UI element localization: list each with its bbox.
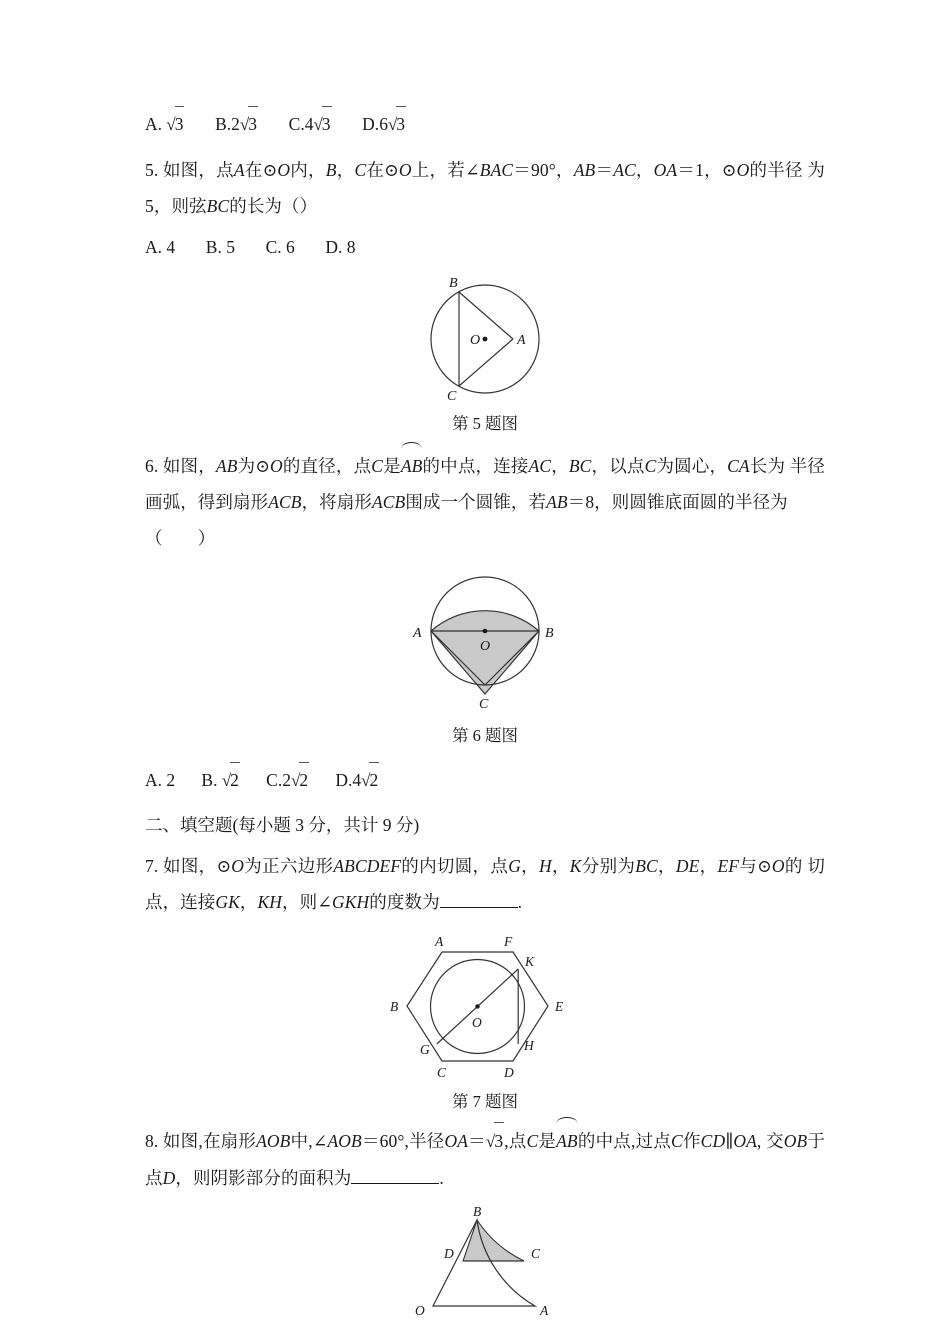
label-O: O bbox=[415, 1303, 425, 1318]
var-A: A bbox=[233, 160, 245, 180]
q6-text-seg: ，以点 bbox=[591, 456, 645, 476]
var-C: C bbox=[371, 456, 384, 476]
var-EF: EF bbox=[717, 856, 740, 876]
figure-7-caption: 第 7 题图 bbox=[452, 1092, 518, 1111]
var-AOB: AOB bbox=[327, 1131, 362, 1151]
q5-text-seg: ＝ bbox=[595, 160, 614, 180]
sqrt-3: √3 bbox=[388, 106, 406, 142]
q6-diagram bbox=[385, 566, 585, 716]
q5-text-seg: 在⊙ bbox=[366, 160, 399, 180]
q6-text-seg: 的直径，点 bbox=[282, 456, 372, 476]
question-6-figure bbox=[145, 566, 825, 746]
q8-text-seg: . bbox=[439, 1168, 444, 1188]
center-point-O bbox=[475, 1004, 479, 1008]
q7-text-seg: ， bbox=[520, 856, 539, 876]
q8-text-seg: 中,∠ bbox=[290, 1131, 328, 1151]
var-CA: CA bbox=[727, 456, 750, 476]
q5-text-seg: ， bbox=[635, 160, 654, 180]
q6-text-seg: ，将扇形 bbox=[301, 492, 372, 512]
label-K: K bbox=[525, 954, 535, 969]
sqrt-2: √2 bbox=[222, 762, 240, 798]
q8-text-seg: ，则阴影部分的面积为 bbox=[175, 1168, 352, 1188]
question-6-options bbox=[145, 762, 825, 798]
option-d bbox=[335, 762, 379, 798]
var-AB: AB bbox=[546, 492, 568, 512]
question-7-figure bbox=[145, 930, 825, 1112]
section-2-heading: 二、填空题(每小题 3 分，共计 9 分) bbox=[145, 815, 420, 835]
q7-text-seg: . bbox=[517, 892, 523, 912]
var-C: C bbox=[526, 1131, 539, 1151]
option-d-coeff: 6 bbox=[379, 114, 388, 134]
var-O: O bbox=[270, 456, 283, 476]
option-b-label: B. bbox=[215, 114, 232, 134]
q7-diagram bbox=[380, 930, 590, 1082]
q6-text-seg: ， bbox=[551, 456, 569, 476]
option-c-coeff: 4 bbox=[304, 114, 314, 134]
q7-text-seg: ，则∠ bbox=[282, 892, 333, 912]
q5-text-seg: 5. 如图，点 bbox=[145, 160, 234, 180]
option-b-label: B. bbox=[201, 770, 218, 790]
label-O: O bbox=[480, 639, 491, 654]
segment-CA bbox=[459, 339, 513, 386]
option-d-label: D. bbox=[362, 114, 380, 134]
answer-blank[interactable] bbox=[351, 1168, 439, 1184]
arc-notation-AB bbox=[556, 1123, 578, 1159]
option-a: A. 4 bbox=[145, 237, 176, 257]
option-a-label: A. bbox=[145, 114, 163, 134]
option-d-label: D. bbox=[335, 770, 353, 790]
q7-text-seg: 7. 如图，⊙ bbox=[145, 856, 232, 876]
var-ABCDEF: ABCDEF bbox=[333, 856, 402, 876]
var-GK: GK bbox=[215, 892, 240, 912]
q8-text-seg: ,点 bbox=[504, 1131, 527, 1151]
q8-text-seg: , bbox=[756, 1131, 762, 1151]
q8-text-seg: 作 bbox=[682, 1131, 701, 1151]
var-GKH: GKH bbox=[332, 892, 370, 912]
option-c bbox=[289, 106, 332, 142]
var-BC: BC bbox=[206, 196, 230, 216]
option-c bbox=[266, 762, 309, 798]
var-OA: OA bbox=[444, 1131, 469, 1151]
sqrt-3: √3 bbox=[166, 106, 184, 142]
q7-text-seg: ， bbox=[657, 856, 676, 876]
q7-text-seg: 与⊙ bbox=[739, 856, 772, 876]
var-D: D bbox=[162, 1168, 176, 1188]
q5-text-seg: 的长为（ bbox=[229, 196, 300, 216]
segment-BA bbox=[459, 292, 513, 339]
figure-6-caption: 第 6 题图 bbox=[452, 726, 518, 745]
q8-text-seg: 于点 bbox=[145, 1131, 825, 1188]
label-D: D bbox=[504, 1065, 514, 1080]
option-b: B. 5 bbox=[205, 237, 235, 257]
label-F: F bbox=[504, 934, 513, 949]
q5-text-seg: 的半径 bbox=[749, 160, 803, 180]
q6-text-seg: 半径画弧，得到扇形 bbox=[145, 456, 825, 512]
sqrt-2: √2 bbox=[361, 762, 379, 798]
option-b bbox=[215, 106, 258, 142]
sqrt-3: √3 bbox=[313, 106, 331, 142]
shaded-region-DCB bbox=[463, 1220, 524, 1261]
option-d: D. 8 bbox=[325, 237, 356, 257]
var-O: O bbox=[771, 856, 785, 876]
center-point-O bbox=[483, 629, 488, 634]
q7-text-seg: 分别为 bbox=[581, 856, 636, 876]
q5-text-seg: 为 5，则弦 bbox=[145, 160, 825, 216]
q8-text-seg: ∥ bbox=[725, 1131, 734, 1151]
option-a: A. 2 bbox=[145, 770, 176, 790]
var-AOB: AOB bbox=[256, 1131, 291, 1151]
option-d-coeff: 4 bbox=[352, 770, 362, 790]
q8-text-seg: 是 bbox=[538, 1131, 557, 1151]
label-H: H bbox=[524, 1038, 534, 1053]
q5-diagram bbox=[385, 274, 585, 404]
var-AC: AC bbox=[613, 160, 636, 180]
question-8-figure bbox=[145, 1206, 825, 1326]
var-K: K bbox=[569, 856, 582, 876]
q7-text-seg: ， bbox=[699, 856, 718, 876]
q7-text-seg: 的度数为 bbox=[369, 892, 440, 912]
var-CD: CD bbox=[700, 1131, 726, 1151]
var-AB: AB bbox=[573, 160, 596, 180]
var-arc-AB: AB bbox=[400, 456, 423, 476]
q6-text-seg: 的中点，连接 bbox=[422, 456, 529, 476]
var-BAC: BAC bbox=[479, 160, 514, 180]
q6-text-seg: 6. 如图， bbox=[145, 456, 216, 476]
center-point-O bbox=[483, 337, 488, 342]
label-E: E bbox=[555, 999, 564, 1014]
var-DE: DE bbox=[675, 856, 700, 876]
option-b bbox=[201, 762, 240, 798]
question-5-options bbox=[145, 230, 825, 264]
question-6-text bbox=[145, 448, 825, 520]
figure-5-caption: 第 5 题图 bbox=[452, 414, 518, 433]
var-G: G bbox=[508, 856, 521, 876]
option-c-label: C. bbox=[266, 770, 283, 790]
q7-text-seg: 的内切圆，点 bbox=[401, 856, 509, 876]
q5-text-seg: ） bbox=[299, 196, 318, 216]
var-C: C bbox=[354, 160, 367, 180]
question-7-text bbox=[145, 848, 825, 920]
sqrt-3: √3 bbox=[486, 1122, 504, 1160]
q8-diagram bbox=[385, 1206, 585, 1326]
sqrt-2: √2 bbox=[291, 762, 309, 798]
var-O: O bbox=[398, 160, 412, 180]
label-C: C bbox=[479, 697, 489, 712]
page-content bbox=[145, 100, 825, 1326]
label-A: A bbox=[413, 626, 422, 641]
var-ACB: ACB bbox=[371, 492, 406, 512]
question-4-options bbox=[145, 106, 825, 142]
q8-text-seg: ＝60°,半径 bbox=[361, 1131, 445, 1151]
q7-text-seg: 切点，连接 bbox=[145, 856, 825, 912]
question-6-choice-paren: （ ） bbox=[145, 528, 216, 548]
question-8-text bbox=[145, 1122, 825, 1196]
var-B: B bbox=[325, 160, 337, 180]
var-H: H bbox=[538, 856, 552, 876]
q6-text-seg: 围成一个圆锥，若 bbox=[405, 492, 547, 512]
option-a bbox=[145, 106, 184, 142]
q7-text-seg: ， bbox=[239, 892, 258, 912]
arc-notation-AB bbox=[401, 448, 423, 484]
var-AC: AC bbox=[528, 456, 552, 476]
q7-text-seg: 为正六边形 bbox=[244, 856, 334, 876]
q5-text-seg: 在⊙ bbox=[244, 160, 278, 180]
var-C: C bbox=[671, 1131, 683, 1151]
q8-text-seg: 交 bbox=[766, 1131, 784, 1151]
label-B: B bbox=[545, 626, 554, 641]
var-OB: OB bbox=[783, 1131, 808, 1151]
q5-text-seg: ＝1，⊙ bbox=[677, 160, 737, 180]
q7-text-seg: 的 bbox=[784, 856, 803, 876]
arc-mark-icon bbox=[556, 1117, 578, 1124]
var-BC: BC bbox=[635, 856, 658, 876]
option-c: C. 6 bbox=[265, 237, 295, 257]
var-BC: BC bbox=[568, 456, 592, 476]
var-OA: OA bbox=[653, 160, 678, 180]
q6-text-seg: ＝8，则圆锥底面圆的半径为 bbox=[567, 492, 788, 512]
label-B: B bbox=[390, 999, 399, 1014]
option-b-coeff: 2 bbox=[231, 114, 240, 134]
q7-text-seg: ， bbox=[551, 856, 570, 876]
sqrt-3: √3 bbox=[240, 106, 258, 142]
var-KH: KH bbox=[257, 892, 283, 912]
label-A: A bbox=[540, 1303, 549, 1318]
q5-text-seg: 上，若∠ bbox=[411, 160, 480, 180]
option-d bbox=[362, 106, 406, 142]
option-c-coeff: 2 bbox=[282, 770, 291, 790]
var-O: O bbox=[231, 856, 245, 876]
var-O: O bbox=[736, 160, 750, 180]
label-C: C bbox=[447, 389, 457, 404]
q6-text-seg: 为⊙ bbox=[237, 456, 271, 476]
label-A: A bbox=[517, 333, 526, 348]
label-D: D bbox=[444, 1246, 454, 1261]
q5-text-seg: ＝90°， bbox=[513, 160, 574, 180]
option-c-label: C. bbox=[288, 114, 305, 134]
var-arc-AB: AB bbox=[556, 1131, 578, 1151]
q5-text-seg: 内， bbox=[290, 160, 326, 180]
q8-text-seg: ＝ bbox=[468, 1131, 486, 1151]
label-O: O bbox=[472, 1015, 482, 1030]
label-G: G bbox=[420, 1042, 430, 1057]
label-C: C bbox=[437, 1065, 447, 1080]
label-A: A bbox=[435, 934, 444, 949]
question-5-figure bbox=[145, 274, 825, 434]
answer-blank[interactable] bbox=[440, 892, 518, 908]
var-O: O bbox=[277, 160, 291, 180]
label-B: B bbox=[473, 1206, 482, 1219]
var-AB: AB bbox=[215, 456, 238, 476]
var-OA: OA bbox=[733, 1131, 757, 1151]
q6-text-seg: 长为 bbox=[749, 456, 786, 476]
q6-text-seg: 是 bbox=[383, 456, 401, 476]
label-B: B bbox=[449, 276, 458, 291]
label-C: C bbox=[531, 1246, 541, 1261]
var-C: C bbox=[644, 456, 657, 476]
var-ACB: ACB bbox=[268, 492, 302, 512]
q6-text-seg: 为圆心， bbox=[656, 456, 728, 476]
q8-text-seg: 的中点,过点 bbox=[577, 1131, 672, 1151]
q5-text-seg: ， bbox=[336, 160, 355, 180]
q8-text-seg: 8. 如图,在扇形 bbox=[145, 1131, 257, 1151]
question-5-text bbox=[145, 152, 825, 224]
label-O: O bbox=[470, 333, 481, 348]
